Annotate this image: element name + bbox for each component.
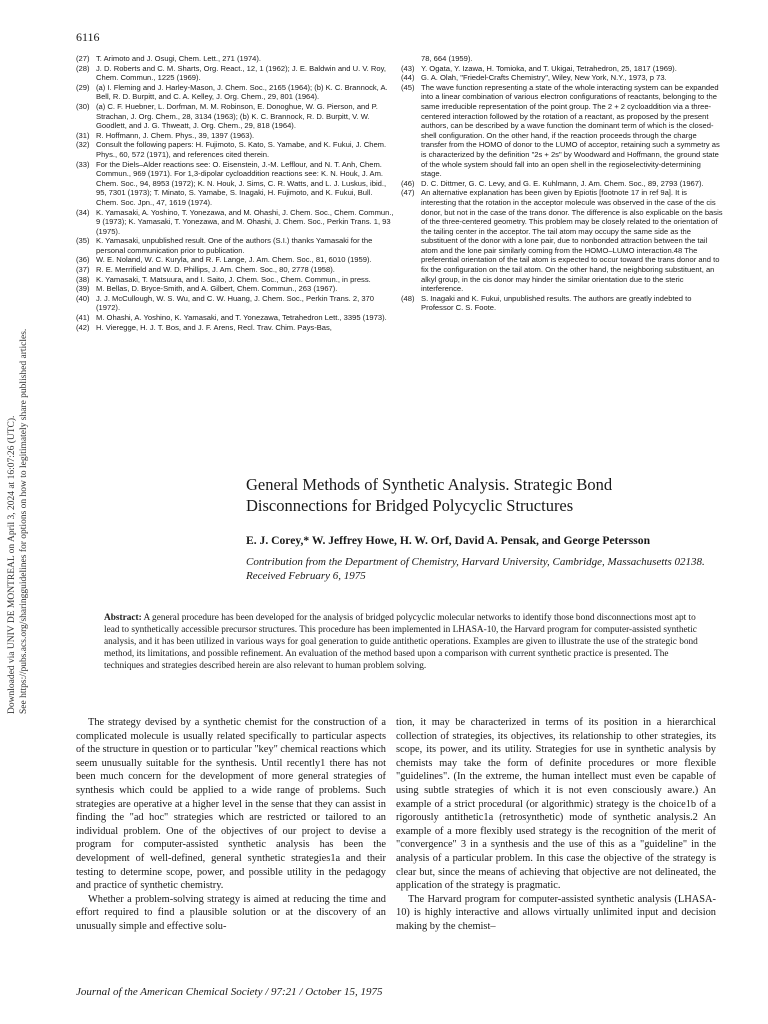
affiliation-text: Contribution from the Department of Chemistry, Harvard University, Cambridge, Massachusetts 02138. xyxy=(246,556,705,568)
reference-number: (37) xyxy=(76,265,90,275)
reference-number: (36) xyxy=(76,255,90,265)
reference-number: (27) xyxy=(76,54,90,63)
references-right-column xyxy=(401,54,723,313)
reference-number: (34) xyxy=(76,207,90,217)
reference-item xyxy=(76,160,394,208)
body-right-column xyxy=(396,716,716,934)
reference-item xyxy=(76,265,394,275)
download-notice-line: Downloaded via UNIV DE MONTREAL on April 3, 2024 at 16:07:26 (UTC). xyxy=(7,415,17,714)
reference-number: (32) xyxy=(76,140,90,150)
reference-text: R. E. Merrifield and W. D. Phillips, J. Am. Chem. Soc., 80, 2778 (1958). xyxy=(96,265,335,275)
reference-number: (33) xyxy=(76,159,90,169)
author-list: E. J. Corey,* W. Jeffrey Howe, H. W. Orf, David A. Pensak, and George Petersson xyxy=(246,534,651,547)
reference-number: (47) xyxy=(401,188,415,198)
reference-item xyxy=(76,275,394,285)
affiliation xyxy=(246,555,706,583)
reference-number: (31) xyxy=(76,130,90,140)
body-paragraph: Whether a problem-solving strategy is aimed at reducing the time and effort required to find a plausible solution or at the discovery of an unusually simple and effective solu- xyxy=(76,893,386,932)
reference-number: (39) xyxy=(76,284,90,294)
reference-text: M. Bellas, D. Bryce-Smith, and A. Gilbert, Chem. Commun., 263 (1967). xyxy=(96,284,338,294)
reference-item xyxy=(401,54,723,64)
reference-item xyxy=(76,131,394,141)
reference-number: (38) xyxy=(76,274,90,284)
reference-text: An alternative explanation has been given by Epiotis [footnote 17 in ref 9a]. It is interesting that the rotation in the acceptor molecule was observed in the case of the cis donor, but not in the case of the trans donor. The difference is also explicable on the basis of the three-centered geometry. This problem may be closely related to the orientation of the tailing center in the acceptor. The tail atom may occupy the same side as the substituent of the donor with a lone pair, due to nonbonded attraction between the tail atom and the lone pair similarly coming from the HOMO–LUMO interaction.48 The preferential orientation of the tail atom is expected to occur toward the trans donor and to fix the configuration on the tail atom. On the other hand, the neighboring substituent, an alkyl group, in the cis donor may hinder the similar orientation due to the steric interference. xyxy=(421,188,723,294)
received-date: Received February 6, 1975 xyxy=(246,570,366,582)
sharing-guidelines-line: See https://pubs.acs.org/sharingguidelines for options on how to legitimately share published articles. xyxy=(19,328,29,714)
reference-text: S. Inagaki and K. Fukui, unpublished results. The authors are greatly indebted to Professor C. S. Foote. xyxy=(421,293,692,313)
reference-item xyxy=(76,313,394,323)
reference-text: M. Ohashi, A. Yoshino, K. Yamasaki, and T. Yonezawa, Tetrahedron Lett., 3395 (1973). xyxy=(96,313,387,323)
reference-number: (46) xyxy=(401,178,415,188)
reference-number: (41) xyxy=(76,313,90,323)
article-header xyxy=(246,474,706,583)
reference-item xyxy=(76,255,394,265)
reference-text: K. Yamasaki, A. Yoshino, T. Yonezawa, and M. Ohashi, J. Chem. Soc., Chem. Commun., 9 (1973); K. Yamasaki, T. Yonezawa, and M. Ohashi, J. Chem. Soc., Perkin Trans. 1, 93 (1975). xyxy=(96,207,394,236)
reference-item xyxy=(76,64,394,83)
journal-footer: Journal of the American Chemical Society / 97:21 / October 15, 1975 xyxy=(76,986,383,998)
reference-number: (29) xyxy=(76,82,90,92)
reference-item xyxy=(401,188,723,294)
reference-number: (44) xyxy=(401,73,415,83)
reference-text: Y. Ogata, Y. Izawa, H. Tomioka, and T. Ukigai, Tetrahedron, 25, 1817 (1969). xyxy=(421,63,677,73)
reference-item xyxy=(76,236,394,255)
reference-number: (48) xyxy=(401,293,415,303)
reference-text: R. Hoffmann, J. Chem. Phys., 39, 1397 (1963). xyxy=(96,130,255,140)
reference-text: D. C. Dittmer, G. C. Levy, and G. E. Kuhlmann, J. Am. Chem. Soc., 89, 2793 (1967). xyxy=(421,178,704,188)
reference-text: Consult the following papers: H. Fujimoto, S. Kato, S. Yamabe, and K. Fukui, J. Chem. Phys., 60, 572 (1971), and references cited therein. xyxy=(96,140,387,159)
body-paragraph: The Harvard program for computer-assisted synthetic analysis (LHASA-10) is highly interactive and allows virtually unlimited input and decision making by the chemist– xyxy=(396,893,716,932)
reference-item xyxy=(401,64,723,74)
body-paragraph: The strategy devised by a synthetic chemist for the construction of a complicated molecule is usually related specifically to particular aspects of the structure in question or to particular "key" chemical reactions which seem unusually suitable for the synthesis. Until recently1 there has not been much concern for the development of more general strategies of synthesis which could be applied to a wide range of problems. Such strategies are operative at a higher level in the sense that they can assist in finding the "ad hoc" strategies which are restricted or tailored to an individual problem. One of the objectives of our project to devise a program for computer-assisted synthetic analysis has been the development of well-defined, general synthetic strategies1a and their testing to determine scope, power, and possible utility in the pedagogy and practice of synthetic chemistry. xyxy=(76,717,386,892)
reference-text: J. D. Roberts and C. M. Sharts, Org. React., 12, 1 (1962); J. E. Baldwin and U. V. Roy, Chem. Commun., 1225 (1969). xyxy=(96,63,386,83)
abstract-label: Abstract: xyxy=(104,613,142,623)
reference-text: G. A. Olah, "Friedel-Crafts Chemistry", Wiley, New York, N.Y., 1973, p 73. xyxy=(421,73,667,83)
page-number: 6116 xyxy=(76,30,100,44)
reference-item xyxy=(401,294,723,313)
reference-text: 78, 664 (1959). xyxy=(421,54,473,63)
reference-number: (40) xyxy=(76,293,90,303)
reference-item xyxy=(76,294,394,313)
body-paragraph: tion, it may be characterized in terms of its position in a hierarchical collection of strategies, its objectives, its relationship to other strategies, its scope, its power, and its utility. Strategies for use in synthetic analysis by chemists may take the form of definite procedures or more flexible "guidelines". (In the extreme, the human intellect must even be capable of using subtle strategies of which it is not even consciously aware.) An example of a strict procedural (or algorithmic) strategy is the choice1b of a rigorously antithetic1a (retrosynthetic) mode of synthetic analysis.2 An example of a more flexibly used strategy is the recognition of the merit of "convergence" 3 in a synthesis and the use of this as a "guideline" in the analysis of a particular problem. In this case the objective of the strategy is clear but, since the means of achieving that objective are not delineated, the application of the strategy is pragmatic. xyxy=(396,717,716,892)
reference-text: W. E. Noland, W. C. Kuryla, and R. F. Lange, J. Am. Chem. Soc., 81, 6010 (1959). xyxy=(96,255,372,265)
article-title: General Methods of Synthetic Analysis. Strategic Bond Disconnections for Bridged Polycyclic Structures xyxy=(246,475,613,515)
reference-number: (43) xyxy=(401,63,415,73)
reference-item xyxy=(401,83,723,179)
abstract xyxy=(104,612,710,672)
reference-text: J. J. McCullough, W. S. Wu, and C. W. Huang, J. Chem. Soc., Perkin Trans. 2, 370 (1972). xyxy=(96,293,374,313)
abstract-text: A general procedure has been developed for the analysis of bridged polycyclic molecular networks to identify those bond disconnections most apt to lead to synthetically accessible precursor structures. This procedure has been implemented in LHASA-10, the Harvard program for computer-assisted synthetic analysis, and it has been utilized in various ways for goal generation to guide antithetic operations. Examples are given to illustrate the use of the strategic bond method, its limitations, and possible refinement. An evaluation of the method based upon a comparison with current synthetic practice is presented. The techniques and strategies described herein are also relevant to human problem solving. xyxy=(104,613,698,671)
reference-item xyxy=(76,208,394,237)
download-notice xyxy=(6,254,30,714)
reference-number: (35) xyxy=(76,236,90,246)
reference-number: (28) xyxy=(76,63,90,73)
reference-item xyxy=(76,284,394,294)
reference-number: (42) xyxy=(76,322,90,332)
reference-item xyxy=(76,83,394,102)
body-left-column xyxy=(76,716,386,934)
reference-text: H. Vieregge, H. J. T. Bos, and J. F. Arens, Recl. Trav. Chim. Pays-Bas, xyxy=(96,322,332,332)
reference-number xyxy=(401,54,421,64)
reference-text: T. Arimoto and J. Osugi, Chem. Lett., 271 (1974). xyxy=(96,54,262,63)
reference-text: (a) C. F. Huebner, L. Dorfman, M. M. Robinson, E. Donoghue, W. G. Pierson, and P. Strachan, J. Org. Chem., 28, 3134 (1963); (b) K. C. Brannock, R. D. Burpitt, V. W. Goodlett, and J. G. Thweatt, J. Org. Chem., 29, 818 (1964). xyxy=(96,101,378,131)
reference-text: (a) I. Fleming and J. Harley-Mason, J. Chem. Soc., 2165 (1964); (b) K. C. Brannock, A. Bell, R. D. Burpitt, and C. A. Kelley, J. Org. Chem., 29, 801 (1964). xyxy=(96,82,388,102)
reference-item xyxy=(401,179,723,189)
reference-text: For the Diels–Alder reactions see: O. Eisenstein, J.-M. Lefflour, and N. T. Anh, Chem. Commun., 969 (1971). For 1,3-dipolar cycloaddition reactions see: K. N. Houk, J. Am. Chem. Soc., 94, 8953 (1972); K. N. Houk, J. Sims, C. R. Watts, and L. J. Luskus, ibid., 95, 7301 (1973); T. Minato, S. Yamabe, S. Inagaki, H. Fujimoto, and K. Fukui, Bull. Chem. Soc. Jpn., 47, 1619 (1974). xyxy=(96,159,387,207)
reference-text: The wave function representing a state of the whole interacting system can be expanded into a linear combination of various electron configurations of reactants, belonging to the same irreducible representation of the point group. The 2 + 2 cycloaddition via a three-centered interaction followed by the rotation of a reactant, as proposed by the present authors, can be described by a wave function the dominant term of which is the closed-shell configuration. On the other hand, if the reaction proceeds through the charge transfer from the HOMO of donor to the LUMO of acceptor, retaining such a symmetry as is characterized by the definition "2s + 2s" by Woodward and Hoffmann, the ground state of the whole system should fall into an open shell in the regioselectivity-determining stage. xyxy=(421,82,720,179)
reference-number: (30) xyxy=(76,101,90,111)
reference-item xyxy=(76,54,394,64)
reference-item xyxy=(76,140,394,159)
reference-item xyxy=(401,73,723,83)
reference-item xyxy=(76,323,394,333)
reference-text: K. Yamasaki, unpublished result. One of the authors (S.I.) thanks Yamasaki for the personal communication prior to publication. xyxy=(96,236,373,255)
reference-number: (45) xyxy=(401,82,415,92)
reference-item xyxy=(76,102,394,131)
references-left-column xyxy=(76,54,394,332)
reference-text: K. Yamasaki, T. Matsuura, and I. Saito, J. Chem. Soc., Chem. Commun., in press. xyxy=(96,274,371,284)
